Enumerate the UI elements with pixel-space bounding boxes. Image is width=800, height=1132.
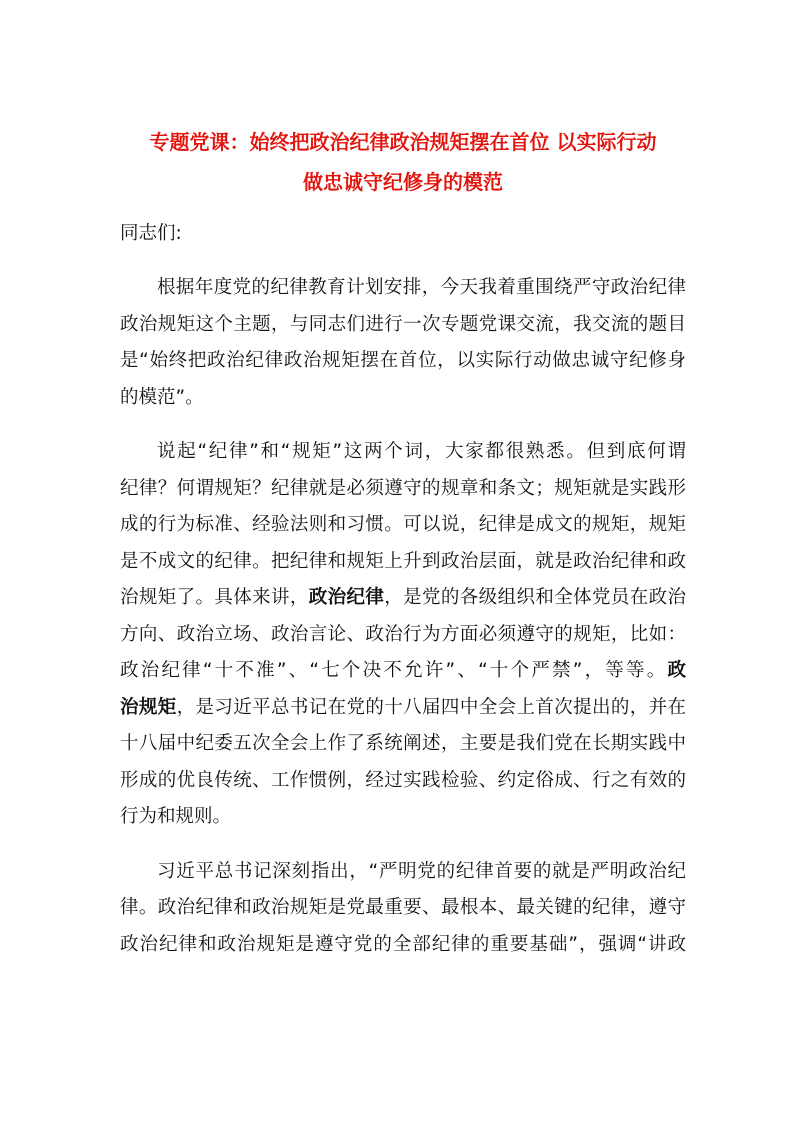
paragraph-line: 政治规矩这个主题，与同志们进行一次专题党课交流，我交流的题目	[120, 313, 686, 335]
paragraph-line: 成的行为标准、经验法则和习惯。可以说，纪律是成文的规矩，规矩	[120, 514, 686, 535]
paragraph-line	[120, 690, 686, 727]
document-page	[120, 122, 686, 963]
paragraph-line: 纪律？何谓规矩？纪律就是必须遵守的规章和条文；规矩就是实践形	[120, 477, 686, 499]
text-run: ，是党的各级组织和全体党员在政治	[384, 587, 686, 608]
paragraph-line: 是“始终把政治纪律政治规矩摆在首位，以实际行动做忠诚守纪修身	[120, 350, 686, 371]
paragraph-2	[120, 434, 686, 836]
bold-term-political-discipline: 政治纪律	[308, 587, 385, 608]
paragraph-3	[120, 854, 686, 964]
paragraph-line	[120, 580, 686, 617]
paragraph-line: 形成的优良传统、工作惯例，经过实践检验、约定俗成、行之有效的	[120, 769, 686, 791]
document-title	[120, 122, 686, 202]
paragraph-line: 行为和规则。	[120, 806, 232, 827]
paragraph-line: 律。政治纪律和政治规矩是党最重要、最根本、最关键的纪律，遵守	[120, 897, 686, 918]
paragraph-line: 习近平总书记深刻指出，“严明党的纪律首要的就是严明政治纪	[157, 860, 686, 882]
paragraph-line: 是不成文的纪律。把纪律和规矩上升到政治层面，就是政治纪律和政	[120, 550, 686, 572]
paragraph-line: 十八届中纪委五次全会上作了系统阐述，主要是我们党在长期实践中	[120, 733, 686, 754]
paragraph-1	[120, 270, 686, 416]
paragraph-line: 根据年度党的纪律教育计划安排，今天我着重围绕严守政治纪律	[157, 277, 686, 298]
text-run: ，是习近平总书记在党的十八届四中全会上首次提出的，并在	[176, 696, 686, 718]
title-line-1: 专题党课：始终把政治纪律政治规矩摆在首位 以实际行动	[149, 130, 657, 154]
paragraph-line: 方向、政治立场、政治言论、政治行为方面必须遵守的规矩，比如：	[120, 623, 686, 645]
text-run: 政治纪律“十不准”、“七个决不允许”、“十个严禁”，等等。	[120, 660, 668, 681]
text-run: 治规矩了。具体来讲，	[120, 587, 309, 608]
paragraph-line: 的模范”。	[120, 386, 204, 408]
title-line-2: 做忠诚守纪修身的模范	[303, 170, 503, 194]
paragraph-line: 政治纪律和政治规矩是遵守党的全部纪律的重要基础”，强调“讲政	[120, 933, 686, 955]
paragraph-line	[120, 653, 686, 690]
bold-term-political-rules-part1: 政	[667, 660, 686, 681]
bold-term-political-rules-part2: 治规矩	[120, 696, 177, 718]
paragraph-line: 说起“纪律”和“规矩”这两个词，大家都很熟悉。但到底何谓	[157, 441, 686, 462]
salutation: 同志们:	[120, 223, 182, 244]
